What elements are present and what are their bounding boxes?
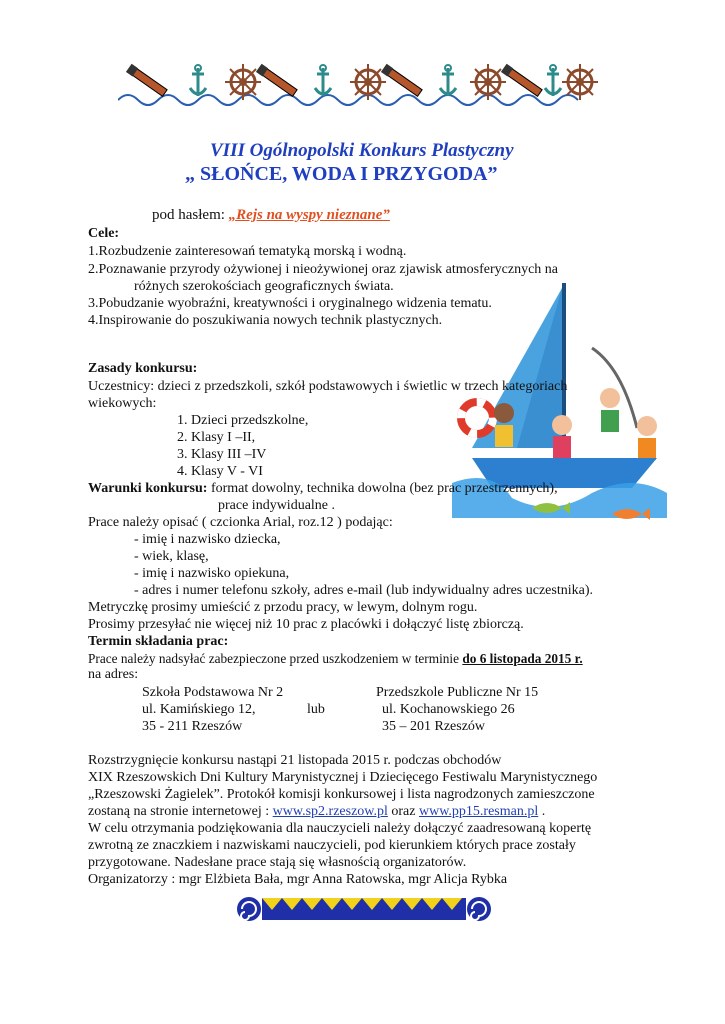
conditions-heading: Warunki konkursu: [88, 481, 208, 496]
describe-item: - imię i nazwisko opiekuna, [134, 566, 290, 581]
address-left-line: ul. Kamińskiego 12, [142, 702, 256, 717]
spiral-icon [467, 897, 491, 921]
results-text: zostaną na stronie internetowej : [88, 804, 273, 819]
limit-line: Prosimy przesyłać nie więcej niż 10 prac z placówki i dołączyć listę zbiorczą. [88, 617, 524, 632]
participants-line: wiekowych: [88, 396, 157, 411]
nautical-banner [118, 60, 598, 110]
sailboat-illustration [432, 268, 672, 538]
conditions-line [88, 480, 558, 497]
ship-wheel-icon [470, 64, 506, 100]
page-title: VIII Ogólnopolski Konkurs Plastyczny [210, 140, 514, 161]
describe-item: - imię i nazwisko dziecka, [134, 532, 281, 547]
results-line: „Rzeszowski Żagielek”. Protokół komisji konkursowej i lista nagrodzonych zamieszczone [88, 787, 595, 802]
category-item: 3. Klasy III –IV [177, 447, 267, 462]
results-line: W celu otrzymania podziękowania dla nauczycieli należy dołączyć zaadresowaną kopertę [88, 821, 592, 836]
goal-item: 4.Inspirowanie do poszukiwania nowych technik plastycznych. [88, 313, 443, 328]
deadline-text: Prace należy nadsyłać zabezpieczone przed uszkodzeniem w terminie [88, 651, 463, 666]
organizers-line: Organizatorzy : mgr Elżbieta Bała, mgr Anna Ratowska, mgr Alicja Rybka [88, 872, 508, 887]
goals-heading: Cele: [88, 226, 120, 241]
results-line: zwrotną ze znaczkiem i nazwiskami nauczycieli, pod kierunkiem których prace zostały [88, 838, 576, 853]
results-text: . [538, 804, 546, 819]
ship-wheel-icon [225, 64, 261, 100]
results-line: Rozstrzygnięcie konkursu nastąpi 21 listopada 2015 r. podczas obchodów [88, 753, 502, 768]
results-text: oraz [387, 804, 419, 819]
goal-item: 1.Rozbudzenie zainteresowań tematyką morską i wodną. [88, 244, 407, 259]
ship-wheel-icon [350, 64, 386, 100]
motto-line [152, 207, 390, 224]
deadline-heading: Termin składania prac: [88, 634, 229, 649]
results-line: XIX Rzeszowskich Dni Kultury Marynistycznej i Dziecięcego Festiwalu Marynistycznego [88, 770, 598, 785]
category-item: 4. Klasy V - VI [177, 464, 263, 479]
address-right-line: 35 – 201 Rzeszów [382, 719, 486, 734]
results-links-line [88, 803, 545, 820]
address-left-line: Szkoła Podstawowa Nr 2 [142, 685, 284, 700]
describe-item: - wiek, klasę, [134, 549, 209, 564]
anchor-icon [315, 65, 331, 96]
category-item: 2. Klasy I –II, [177, 430, 256, 445]
category-item: 1. Dzieci przedszkolne, [177, 413, 309, 428]
address-right-line: Przedszkole Publiczne Nr 15 [376, 685, 539, 700]
participants-line: Uczestnicy: dzieci z przedszkoli, szkół podstawowych i świetlic w trzech kategoriach [88, 379, 568, 394]
page-subtitle: „ SŁOŃCE, WODA I PRZYGODA” [185, 163, 498, 185]
bottom-wave-decoration [236, 894, 492, 924]
address-right-line: ul. Kochanowskiego 26 [382, 702, 515, 717]
deadline-date: do 6 listopada 2015 r. [462, 651, 583, 666]
wave-line [118, 95, 578, 105]
goal-item: 2.Poznawanie przyrody ożywionej i nieożywionej oraz zjawisk atmosferycznych na [88, 262, 558, 277]
anchor-icon [190, 65, 206, 96]
anchor-icon [545, 65, 561, 96]
spiral-icon [237, 897, 261, 921]
rules-heading: Zasady konkursu: [88, 361, 198, 376]
ship-wheel-icon [562, 64, 598, 100]
deadline-line [88, 650, 583, 667]
telescope-icon [256, 64, 298, 97]
telescope-icon [381, 64, 423, 97]
address-left-line: 35 - 211 Rzeszów [142, 719, 243, 734]
address-or: lub [307, 702, 325, 717]
motto-label: pod hasłem: [152, 207, 225, 223]
link-sp2[interactable]: www.sp2.rzeszow.pl [272, 804, 388, 819]
goal-item: 3.Pobudzanie wyobraźni, kreatywności i oryginalnego widzenia tematu. [88, 296, 492, 311]
conditions-line: prace indywidualne . [218, 498, 336, 513]
anchor-icon [440, 65, 456, 96]
telescope-icon [126, 64, 168, 97]
describe-line: Prace należy opisać ( czcionka Arial, roz.12 ) podając: [88, 515, 393, 530]
to-address-label: na adres: [88, 667, 139, 682]
motto-text: „Rejs na wyspy nieznane” [228, 207, 390, 223]
link-pp15[interactable]: www.pp15.resman.pl [418, 804, 539, 819]
conditions-text: format dowolny, technika dowolna (bez prac przestrzennych), [207, 481, 558, 496]
telescope-icon [501, 64, 543, 97]
results-line: przygotowane. Nadesłane prace stają się własnością organizatorów. [88, 855, 467, 870]
life-ring-icon [461, 402, 493, 434]
goal-item-continued: różnych szerokościach geograficznych świata. [134, 279, 394, 294]
metric-line: Metryczkę prosimy umieścić z przodu pracy, w lewym, dolnym rogu. [88, 600, 478, 615]
describe-item: - adres i numer telefonu szkoły, adres e-mail (lub indywidualny adres uczestnika). [134, 583, 593, 598]
